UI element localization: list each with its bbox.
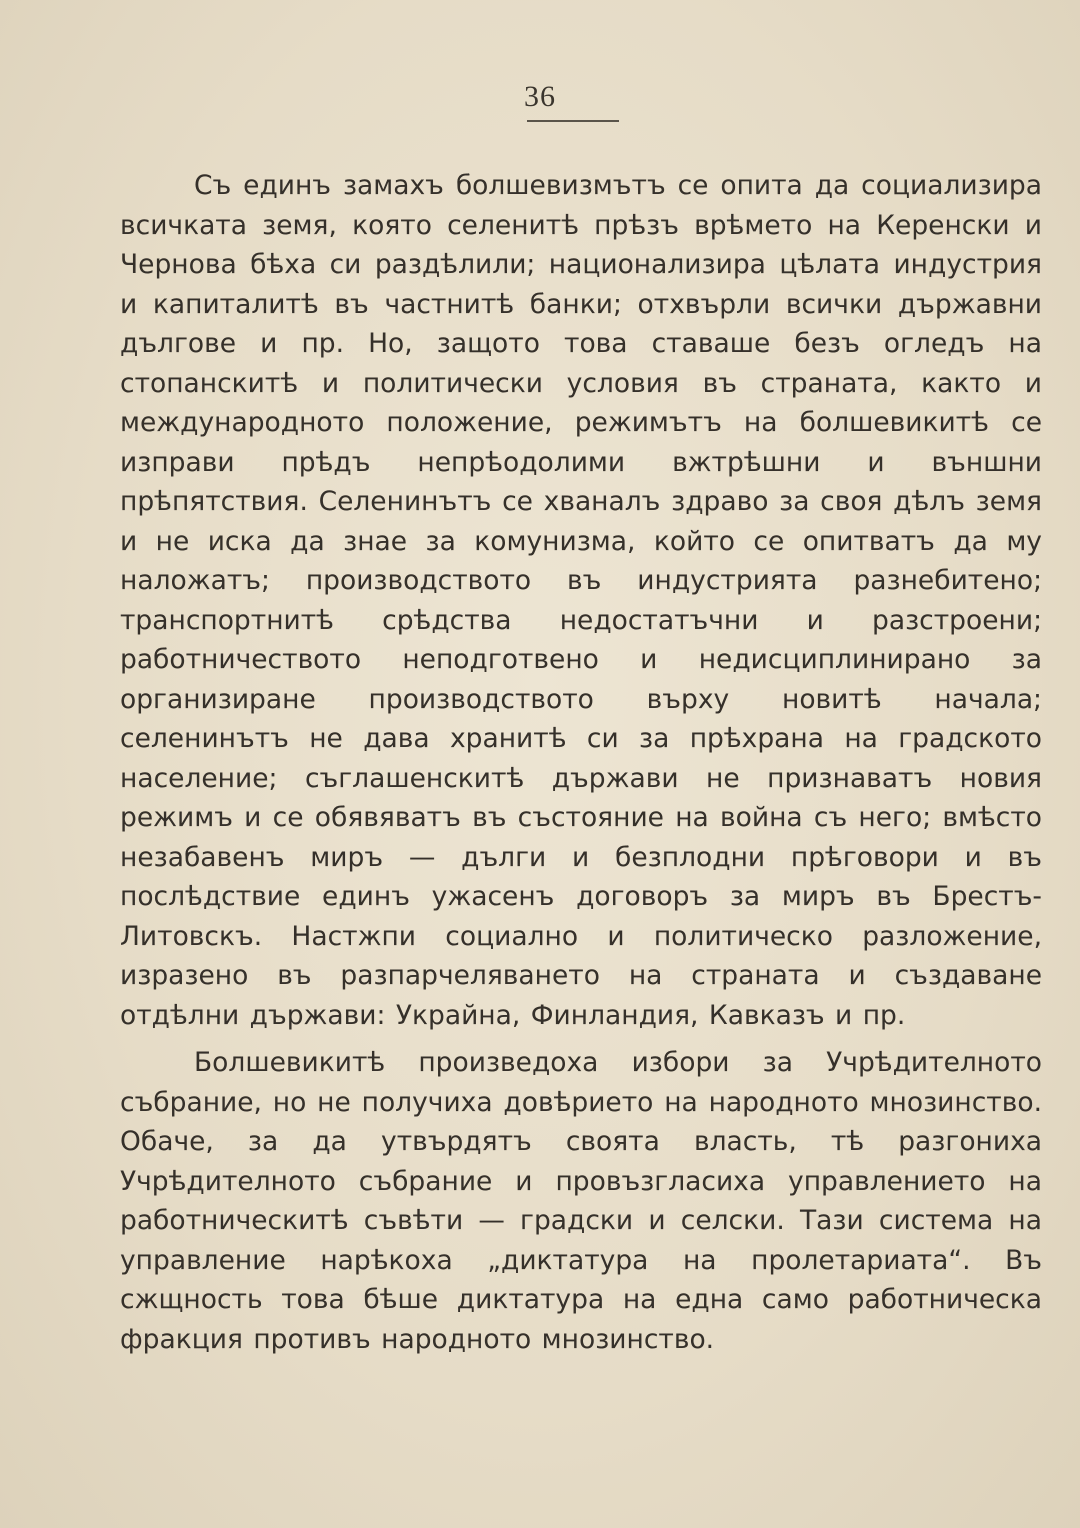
paragraph: Болшевикитѣ произведоха избори за Учрѣдителното събрание, но не получиха довѣрието на народното мнозинство. Обаче, за да утвърдятъ своята власть, тѣ разгониха Учрѣдителното събрание и провъзгласиха управлението на работническитѣ съвѣти — градски и селски. Тази система на управление нарѣкоха „диктатура на пролетариата“. Въ сжщность това бѣше диктатура на една само работническа фракция противъ народното мнозинство. — [120, 1047, 1042, 1355]
page-number-rule — [527, 120, 619, 122]
body-text — [120, 166, 1042, 1359]
paragraph: Съ единъ замахъ болшевизмътъ се опита да социализира всичката земя, която селенитѣ прѣзъ врѣмето на Керенски и Чернова бѣха си раздѣлили; национализира цѣлата индустрия и капиталитѣ въ частнитѣ банки; отхвърли всички държавни дългове и пр. Но, защото това ставаше безъ огледъ на стопанскитѣ и политически условия въ страната, както и международното положение, режимътъ на болшевикитѣ се изправи прѣдъ непрѣодолими вжтрѣшни и външни прѣпятствия. Селенинътъ се хваналъ здраво за своя дѣлъ земя и не иска да знае за комунизма, който се опитватъ да му наложатъ; производството въ индустрията разнебитено; транспортнитѣ срѣдства недостатъчни и разстроени; работничеството неподготвено и недисциплинирано за организиране производството върху новитѣ начала; селенинътъ не дава хранитѣ си за прѣхрана на градското население; съглашенскитѣ държави не признаватъ новия режимъ и се обявяватъ въ състояние на война съ него; вмѣсто незабавенъ миръ — дълги и безплодни прѣговори и въ послѣдствие единъ ужасенъ договоръ за миръ въ Брестъ-Литовскъ. Настжпи социално и политическо разложение, изразено въ разпарчеляването на страната и създаване отдѣлни държави: Украйна, Финландия, Кавказъ и пр. — [120, 170, 1042, 1031]
page-number: 36 — [524, 80, 556, 113]
